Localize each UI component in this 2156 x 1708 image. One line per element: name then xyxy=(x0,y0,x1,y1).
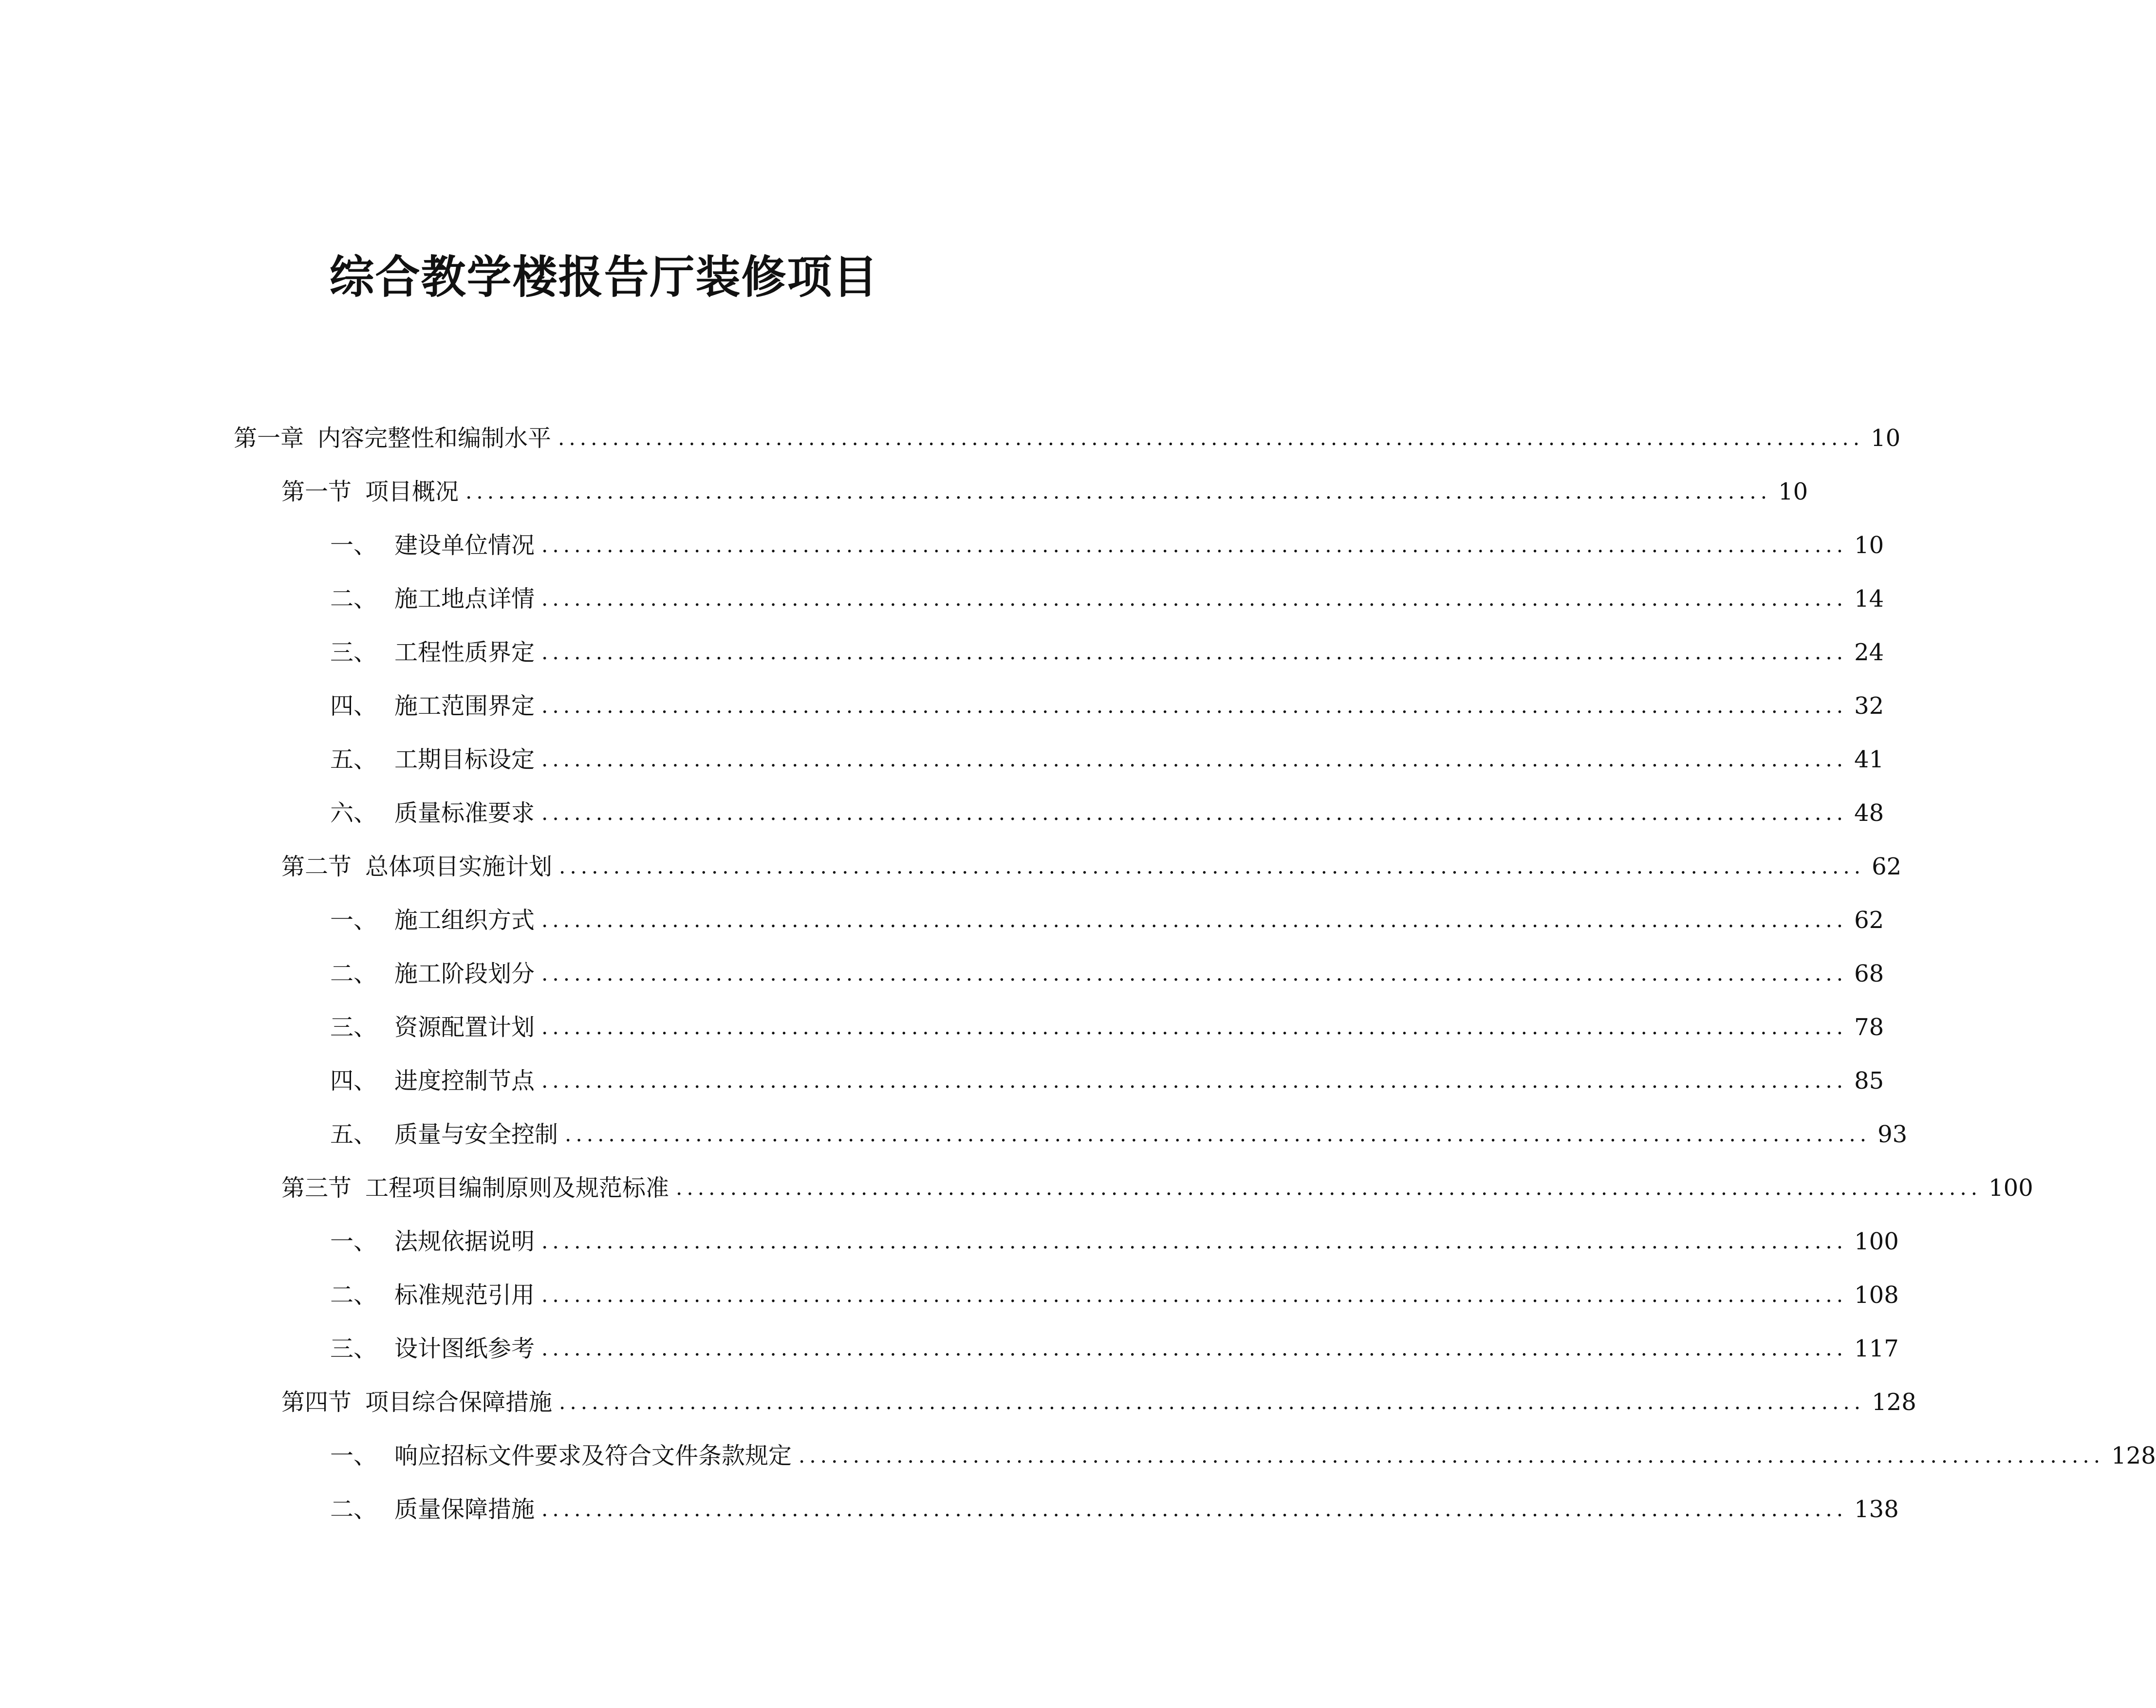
toc-entry-page: 128 xyxy=(2111,1442,2156,1469)
toc-entry-title: 工程性质界定 xyxy=(394,639,535,666)
toc-leader-dots: ........................................................................................................................ xyxy=(541,1015,1848,1039)
toc-entry-title: 施工阶段划分 xyxy=(394,960,535,987)
toc-entry[interactable] xyxy=(330,1429,2156,1483)
toc-entry-title: 标准规范引用 xyxy=(394,1281,535,1309)
toc-entry-number: 三、 xyxy=(330,639,377,666)
toc-entry-page: 68 xyxy=(1854,960,1884,987)
toc-entry-number: 一、 xyxy=(330,907,377,934)
toc-leader-dots: ........................................................................................................................ xyxy=(676,1176,1982,1200)
toc-entry[interactable] xyxy=(330,1483,1899,1536)
toc-entry[interactable] xyxy=(281,465,1808,519)
toc-entry-title: 进度控制节点 xyxy=(394,1067,535,1095)
toc-entry-page: 10 xyxy=(1778,478,1808,505)
toc-entry-number: 第四节 xyxy=(281,1389,352,1416)
toc-entry-page: 62 xyxy=(1872,853,1902,880)
toc-entry-title: 项目概况 xyxy=(365,478,459,505)
toc-leader-dots: ........................................................................................................................ xyxy=(541,1497,1848,1521)
toc-entry-page: 93 xyxy=(1877,1121,1908,1148)
toc-leader-dots: ........................................................................................................................ xyxy=(565,1122,1871,1146)
toc-entry-page: 62 xyxy=(1854,907,1884,934)
toc-entry-number: 二、 xyxy=(330,1496,377,1523)
toc-entry-title: 设计图纸参考 xyxy=(394,1335,535,1362)
toc-entry-page: 10 xyxy=(1854,532,1884,559)
toc-entry-page: 128 xyxy=(1872,1389,1916,1416)
toc-entry-title: 质量保障措施 xyxy=(394,1496,535,1523)
toc-entry[interactable] xyxy=(330,1108,1908,1161)
toc-entry[interactable] xyxy=(330,1001,1884,1054)
toc-entry-number: 第一节 xyxy=(281,478,352,505)
toc-leader-dots: ........................................................................................................................ xyxy=(541,908,1848,932)
toc-entry-title: 工期目标设定 xyxy=(394,746,535,773)
toc-leader-dots: ........................................................................................................................ xyxy=(559,854,1865,878)
toc-entry[interactable] xyxy=(330,1054,1884,1108)
toc-entry-number: 第一章 xyxy=(234,425,304,452)
toc-entry-number: 二、 xyxy=(330,960,377,987)
toc-entry-page: 10 xyxy=(1871,425,1901,452)
toc-entry-page: 100 xyxy=(1854,1228,1899,1255)
toc-entry-title: 总体项目实施计划 xyxy=(365,853,553,880)
toc-entry[interactable] xyxy=(281,1161,2033,1215)
toc-entry[interactable] xyxy=(281,1375,1916,1429)
toc-entry-title: 质量标准要求 xyxy=(394,799,535,827)
toc-entry-number: 二、 xyxy=(330,1281,377,1309)
toc-entry[interactable] xyxy=(330,1215,1899,1268)
toc-leader-dots: ........................................................................................................................ xyxy=(541,747,1848,771)
toc-leader-dots: ........................................................................................................................ xyxy=(465,480,1772,503)
toc-entry-number: 三、 xyxy=(330,1335,377,1362)
toc-entry[interactable] xyxy=(330,679,1884,733)
toc-entry-number: 二、 xyxy=(330,585,377,613)
toc-leader-dots: ........................................................................................................................ xyxy=(541,1337,1848,1360)
toc-entry-page: 100 xyxy=(1989,1174,2033,1202)
toc-entry-page: 85 xyxy=(1854,1067,1884,1095)
toc-entry-page: 14 xyxy=(1854,585,1884,613)
toc-entry[interactable] xyxy=(330,519,1884,572)
toc-leader-dots: ........................................................................................................................ xyxy=(559,1390,1865,1414)
toc-entry[interactable] xyxy=(330,572,1884,626)
toc-entry-page: 108 xyxy=(1854,1281,1899,1309)
toc-entry-number: 第二节 xyxy=(281,853,352,880)
toc-leader-dots: ........................................................................................................................ xyxy=(541,962,1848,985)
toc-entry[interactable] xyxy=(330,733,1884,786)
toc-entry-title: 法规依据说明 xyxy=(394,1228,535,1255)
document-title: 综合教学楼报告厅装修项目 xyxy=(329,251,879,303)
toc-leader-dots: ........................................................................................................................ xyxy=(541,1283,1848,1307)
toc-entry-page: 48 xyxy=(1854,799,1884,827)
toc-entry[interactable] xyxy=(330,893,1884,947)
toc-entry-number: 一、 xyxy=(330,1442,377,1469)
toc-entry-number: 六、 xyxy=(330,799,377,827)
toc-entry[interactable] xyxy=(234,411,1901,465)
toc-entry-title: 建设单位情况 xyxy=(394,532,535,559)
toc-entry-title: 施工组织方式 xyxy=(394,907,535,934)
toc-entry-number: 四、 xyxy=(330,1067,377,1095)
toc-entry[interactable] xyxy=(330,1322,1899,1375)
toc-entry[interactable] xyxy=(330,1268,1899,1322)
toc-entry-page: 32 xyxy=(1854,692,1884,720)
toc-entry-number: 三、 xyxy=(330,1014,377,1041)
toc-entry-page: 24 xyxy=(1854,639,1884,666)
toc-entry-title: 质量与安全控制 xyxy=(394,1121,558,1148)
toc-leader-dots: ........................................................................................................................ xyxy=(541,1229,1848,1253)
toc-entry-page: 117 xyxy=(1854,1335,1899,1362)
toc-entry-title: 施工地点详情 xyxy=(394,585,535,613)
toc-entry-page: 78 xyxy=(1854,1014,1884,1041)
toc-entry[interactable] xyxy=(281,840,1902,893)
toc-entry-page: 138 xyxy=(1854,1496,1899,1523)
toc-leader-dots: ........................................................................................................................ xyxy=(558,426,1864,450)
toc-entry-title: 内容完整性和编制水平 xyxy=(317,425,552,452)
toc-entry[interactable] xyxy=(330,626,1884,679)
toc-entry-title: 资源配置计划 xyxy=(394,1014,535,1041)
toc-entry[interactable] xyxy=(330,786,1884,840)
toc-entry-title: 响应招标文件要求及符合文件条款规定 xyxy=(394,1442,792,1469)
toc-leader-dots: ........................................................................................................................ xyxy=(799,1444,2105,1467)
toc-entry-title: 项目综合保障措施 xyxy=(365,1389,553,1416)
toc-entry-number: 第三节 xyxy=(281,1174,352,1202)
toc-leader-dots: ........................................................................................................................ xyxy=(541,1069,1848,1093)
toc-entry-number: 一、 xyxy=(330,1228,377,1255)
toc-leader-dots: ........................................................................................................................ xyxy=(541,587,1848,611)
toc-leader-dots: ........................................................................................................................ xyxy=(541,533,1848,557)
toc-entry-number: 五、 xyxy=(330,1121,377,1148)
toc-leader-dots: ........................................................................................................................ xyxy=(541,801,1848,825)
toc-entry-title: 施工范围界定 xyxy=(394,692,535,720)
toc-entry[interactable] xyxy=(330,947,1884,1001)
toc-entry-title: 工程项目编制原则及规范标准 xyxy=(365,1174,669,1202)
toc-leader-dots: ........................................................................................................................ xyxy=(541,694,1848,718)
toc-entry-number: 五、 xyxy=(330,746,377,773)
toc-entry-number: 四、 xyxy=(330,692,377,720)
toc-entry-page: 41 xyxy=(1854,746,1884,773)
toc-entry-number: 一、 xyxy=(330,532,377,559)
toc-leader-dots: ........................................................................................................................ xyxy=(541,640,1848,664)
